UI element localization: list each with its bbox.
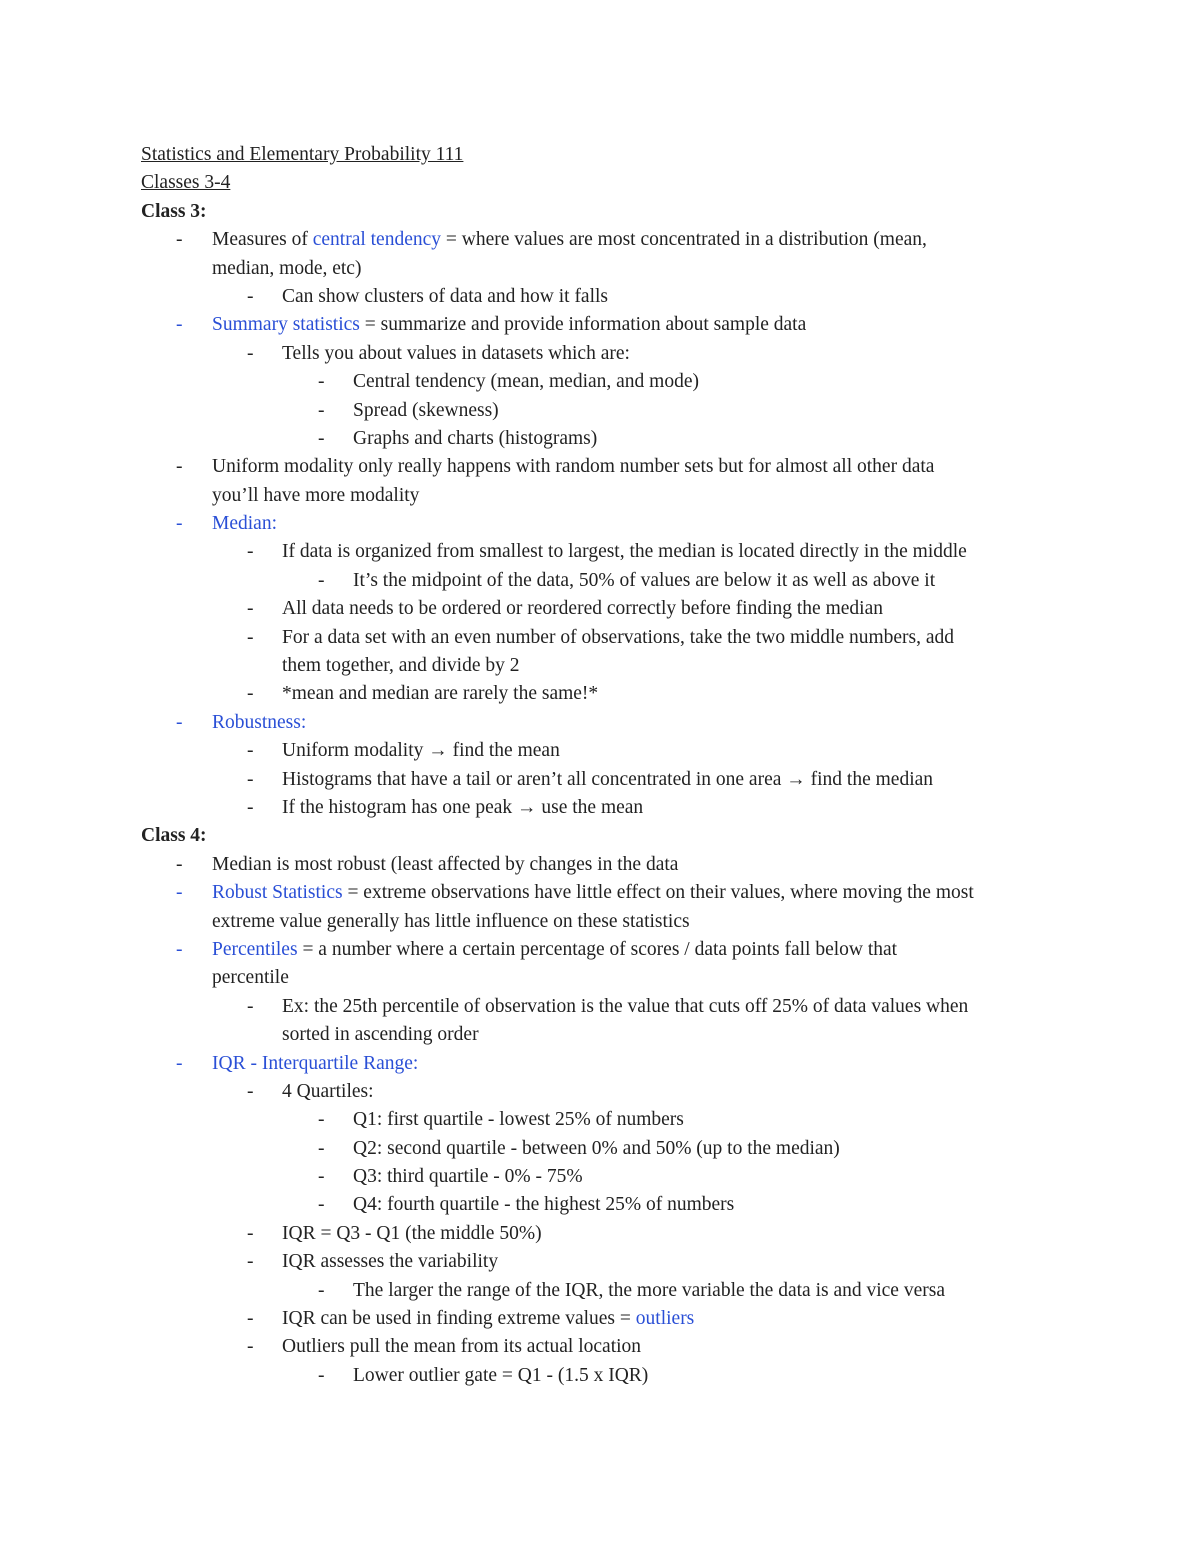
list-item xyxy=(141,680,1101,708)
list-item-text: Lower outlier gate = Q1 - (1.5 x IQR) xyxy=(353,1364,649,1386)
bullet-dash: - xyxy=(318,1166,325,1188)
bullet-dash: - xyxy=(318,569,325,591)
bullet-dash: - xyxy=(318,1137,325,1159)
list-item-text: The larger the range of the IQR, the more variable the data is and vice versa xyxy=(353,1279,945,1301)
bullet-dash: - xyxy=(318,1364,325,1386)
list-item xyxy=(141,1305,1101,1333)
bullet-dash: - xyxy=(247,342,254,364)
key-term: Robustness: xyxy=(212,711,307,733)
list-item xyxy=(141,794,1101,822)
list-item-text: Uniform modality → find the mean xyxy=(282,740,560,762)
list-item-text: *mean and median are rarely the same!* xyxy=(282,683,599,705)
list-item-text: Histograms that have a tail or aren’t all concentrated in one area → find the median xyxy=(282,768,934,790)
list-item-text: Spread (skewness) xyxy=(353,399,499,421)
list-item xyxy=(141,1135,1101,1163)
list-item xyxy=(141,368,1101,396)
list-item xyxy=(141,453,1101,481)
list-item-continuation: percentile xyxy=(212,967,289,989)
list-item-text: IQR can be used in finding extreme values = xyxy=(282,1308,636,1330)
list-item-text: Outliers pull the mean from its actual location xyxy=(282,1336,642,1358)
bullet-dash: - xyxy=(176,456,183,478)
list-item xyxy=(141,1163,1101,1191)
document-title: Statistics and Elementary Probability 111 xyxy=(141,144,464,165)
key-term: central tendency xyxy=(312,229,442,251)
list-item-text: Graphs and charts (histograms) xyxy=(353,427,598,449)
list-item xyxy=(141,311,1101,339)
bullet-dash: - xyxy=(247,995,254,1017)
class3-heading: Class 3: xyxy=(141,200,207,222)
list-item-text: For a data set with an even number of observations, take the two middle numbers, add xyxy=(282,626,955,648)
bullet-dash: - xyxy=(176,229,183,251)
list-item xyxy=(141,340,1101,368)
bullet-dash: - xyxy=(176,853,183,875)
list-item-text: IQR assesses the variability xyxy=(282,1251,499,1273)
list-item xyxy=(141,1078,1101,1106)
key-term: IQR - Interquartile Range: xyxy=(212,1052,419,1074)
class4-heading: Class 4: xyxy=(141,825,207,847)
list-item xyxy=(141,567,1101,595)
bullet-dash: - xyxy=(247,1222,254,1244)
bullet-dash: - xyxy=(318,399,325,421)
list-item-text: = extreme observations have little effect on their values, where moving the most xyxy=(342,882,974,904)
list-item xyxy=(141,936,1101,964)
list-item xyxy=(141,425,1101,453)
list-item-text: Ex: the 25th percentile of observation is the value that cuts off 25% of data values when xyxy=(282,995,969,1017)
key-term: Percentiles xyxy=(212,938,298,960)
list-item-text: Q2: second quartile - between 0% and 50% (up to the median) xyxy=(353,1137,840,1159)
bullet-dash: - xyxy=(247,598,254,620)
bullet-dash: - xyxy=(247,768,254,790)
bullet-dash: - xyxy=(247,1080,254,1102)
document-body xyxy=(141,141,1101,1390)
list-item xyxy=(141,1333,1101,1361)
list-item-text: Q4: fourth quartile - the highest 25% of numbers xyxy=(353,1194,735,1216)
key-term: Robust Statistics xyxy=(212,882,343,904)
list-item-text: Central tendency (mean, median, and mode) xyxy=(353,371,699,393)
list-item-continuation: them together, and divide by 2 xyxy=(282,655,520,677)
list-item xyxy=(141,595,1101,623)
bullet-dash: - xyxy=(247,1308,254,1330)
bullet-dash: - xyxy=(318,427,325,449)
list-item xyxy=(141,851,1101,879)
list-item-text: Uniform modality only really happens with random number sets but for almost all other data xyxy=(212,456,935,478)
bullet-dash: - xyxy=(176,711,183,733)
list-item xyxy=(141,283,1101,311)
bullet-dash: - xyxy=(247,1251,254,1273)
list-item-text: If data is organized from smallest to largest, the median is located directly in the middle xyxy=(282,541,967,563)
bullet-dash: - xyxy=(176,938,183,960)
list-item xyxy=(141,538,1101,566)
list-item-text: = summarize and provide information about sample data xyxy=(359,314,807,336)
list-item xyxy=(141,1220,1101,1248)
list-item-text: 4 Quartiles: xyxy=(282,1080,374,1102)
list-item-text: Measures of xyxy=(212,229,313,251)
key-term: outliers xyxy=(635,1308,695,1330)
list-item xyxy=(141,1277,1101,1305)
list-item xyxy=(141,226,1101,254)
bullet-dash: - xyxy=(247,285,254,307)
list-item xyxy=(141,624,1101,652)
bullet-dash: - xyxy=(247,626,254,648)
list-item-continuation: extreme value generally has little influence on these statistics xyxy=(212,910,690,932)
list-item-text: Tells you about values in datasets which are: xyxy=(282,342,630,364)
list-item-continuation: sorted in ascending order xyxy=(282,1024,479,1046)
list-item-continuation: median, mode, etc) xyxy=(212,257,362,279)
bullet-dash: - xyxy=(247,1336,254,1358)
bullet-dash: - xyxy=(318,1194,325,1216)
list-item-text: = a number where a certain percentage of scores / data points fall below that xyxy=(297,938,898,960)
list-item-text: Median is most robust (least affected by changes in the data xyxy=(212,853,679,875)
bullet-dash: - xyxy=(176,314,183,336)
list-item-text: It’s the midpoint of the data, 50% of values are below it as well as above it xyxy=(353,569,936,591)
list-item xyxy=(141,879,1101,907)
list-item xyxy=(141,510,1101,538)
list-item-text: If the histogram has one peak → use the mean xyxy=(282,796,644,818)
list-item-text: = where values are most concentrated in a distribution (mean, xyxy=(441,229,927,251)
list-item-text: All data needs to be ordered or reordered correctly before finding the median xyxy=(282,598,883,620)
bullet-dash: - xyxy=(318,371,325,393)
list-item xyxy=(141,1050,1101,1078)
list-item-text: Q1: first quartile - lowest 25% of numbers xyxy=(353,1109,684,1131)
bullet-dash: - xyxy=(247,683,254,705)
bullet-dash: - xyxy=(247,541,254,563)
bullet-dash: - xyxy=(176,882,183,904)
bullet-dash: - xyxy=(247,796,254,818)
key-term: Summary statistics xyxy=(212,314,360,336)
bullet-dash: - xyxy=(176,513,183,535)
list-item xyxy=(141,709,1101,737)
list-item xyxy=(141,1248,1101,1276)
list-item-continuation: you’ll have more modality xyxy=(212,484,420,506)
list-item-text: Can show clusters of data and how it falls xyxy=(282,285,609,307)
list-item-text: IQR = Q3 - Q1 (the middle 50%) xyxy=(282,1222,542,1244)
list-item-text: Q3: third quartile - 0% - 75% xyxy=(353,1166,583,1188)
bullet-dash: - xyxy=(318,1109,325,1131)
list-item xyxy=(141,993,1101,1021)
key-term: Median: xyxy=(212,513,277,535)
list-item xyxy=(141,1362,1101,1390)
bullet-dash: - xyxy=(247,740,254,762)
document-subtitle: Classes 3-4 xyxy=(141,172,231,194)
list-item xyxy=(141,737,1101,765)
bullet-dash: - xyxy=(176,1052,183,1074)
list-item xyxy=(141,1191,1101,1219)
bullet-dash: - xyxy=(318,1279,325,1301)
list-item xyxy=(141,1106,1101,1134)
list-item xyxy=(141,397,1101,425)
list-item xyxy=(141,766,1101,794)
